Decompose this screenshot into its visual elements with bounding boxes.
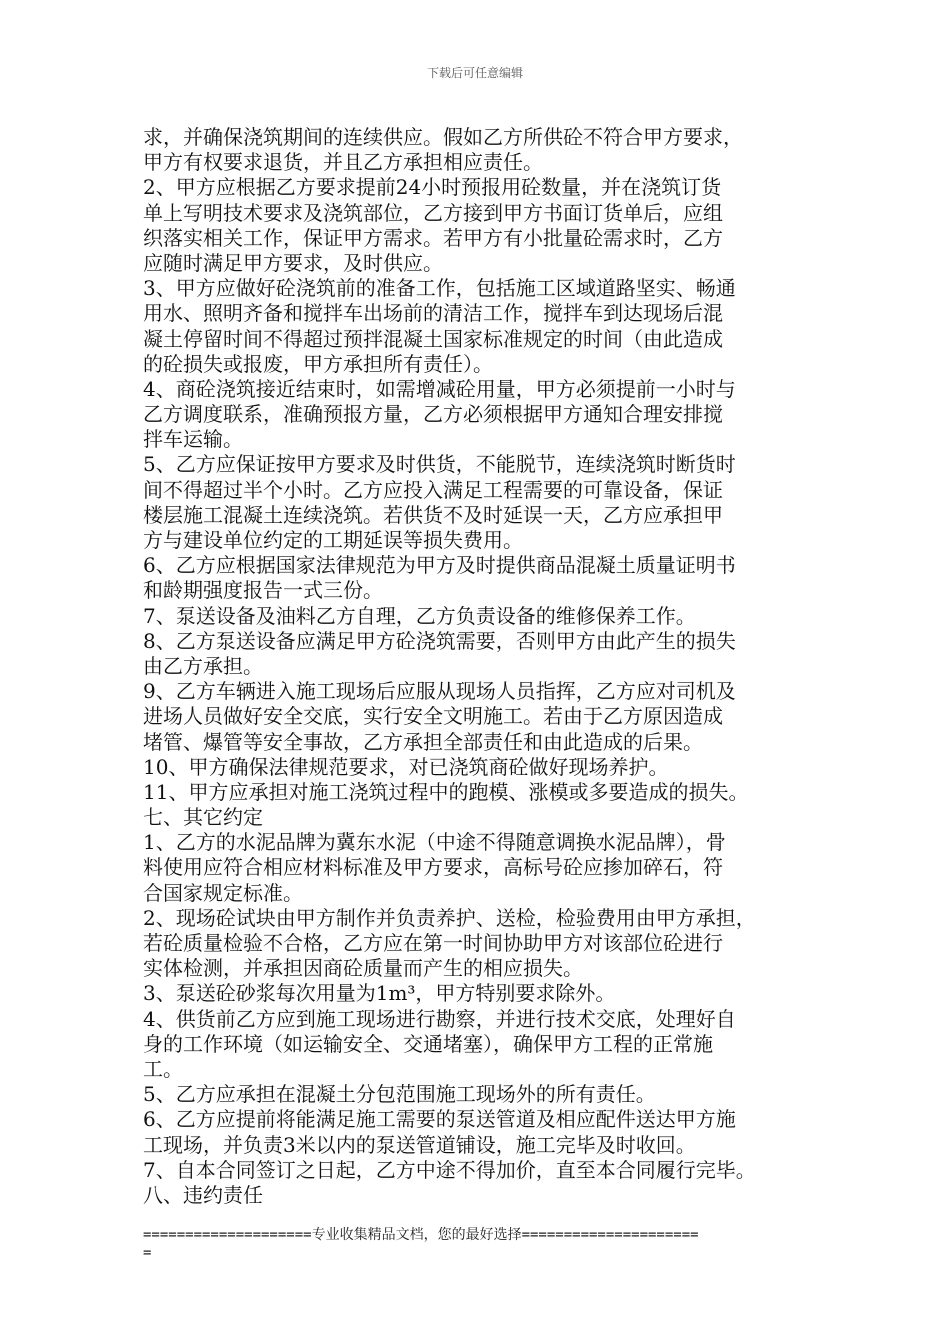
body-line: 间不得超过半个小时。乙方应投入满足工程需要的可靠设备，保证 [143, 477, 723, 502]
body-line: 7、泵送设备及油料乙方自理，乙方负责设备的维修保养工作。 [143, 603, 696, 628]
page-footer [143, 1226, 823, 1262]
body-line: 2、甲方应根据乙方要求提前24小时预报用砼数量，并在浇筑订货 [143, 175, 722, 200]
body-line: 拌车运输。 [143, 427, 243, 452]
body-line: 由乙方承担。 [143, 653, 263, 678]
body-line: 堵管、爆管等安全事故，乙方承担全部责任和由此造成的后果。 [143, 729, 703, 754]
body-line: 身的工作环境（如运输安全、交通堵塞），确保甲方工程的正常施 [143, 1031, 713, 1056]
body-line: 5、乙方应保证按甲方要求及时供货，不能脱节，连续浇筑时断货时 [143, 452, 736, 477]
body-line: 合国家规定标准。 [143, 880, 303, 905]
body-line: 实体检测，并承担因商砼质量而产生的相应损失。 [143, 956, 583, 981]
body-line: 10、甲方确保法律规范要求，对已浇筑商砼做好现场养护。 [143, 754, 669, 779]
document-body [143, 125, 823, 1208]
body-line: 8、乙方泵送设备应满足甲方砼浇筑需要，否则甲方由此产生的损失 [143, 628, 736, 653]
body-line: 七、其它约定 [143, 805, 263, 830]
body-line: 凝土停留时间不得超过预拌混凝土国家标准规定的时间（由此造成 [143, 326, 723, 351]
page-header: 下载后可任意编辑 [426, 66, 523, 80]
body-line: 的砼损失或报废，甲方承担所有责任）。 [143, 351, 493, 376]
body-line: 11、甲方应承担对施工浇筑过程中的跑模、涨模或多要造成的损失。 [143, 779, 749, 804]
body-line: 3、泵送砼砂浆每次用量为1m³，甲方特别要求除外。 [143, 981, 616, 1006]
body-line: 工。 [143, 1056, 183, 1081]
body-line: 3、甲方应做好砼浇筑前的准备工作，包括施工区域道路坚实、畅通 [143, 276, 736, 301]
body-line: 求，并确保浇筑期间的连续供应。假如乙方所供砼不符合甲方要求， [143, 125, 743, 149]
body-line: 9、乙方车辆进入施工现场后应服从现场人员指挥，乙方应对司机及 [143, 679, 736, 704]
body-line: 5、乙方应承担在混凝土分包范围施工现场外的所有责任。 [143, 1082, 656, 1107]
body-line: 单上写明技术要求及浇筑部位，乙方接到甲方书面订货单后，应组 [143, 200, 723, 225]
body-line: 4、商砼浇筑接近结束时，如需增减砼用量，甲方必须提前一小时与 [143, 376, 736, 401]
footer-divider-line: ====================专业收集精品文档，您的最好选择===================== [143, 1227, 699, 1243]
body-line: 4、供货前乙方应到施工现场进行勘察，并进行技术交底，处理好自 [143, 1006, 736, 1031]
body-line: 6、乙方应提前将能满足施工需要的泵送管道及相应配件送达甲方施 [143, 1107, 736, 1132]
body-line: 方与建设单位约定的工期延误等损失费用。 [143, 528, 523, 552]
body-line: 6、乙方应根据国家法律规范为甲方及时提供商品混凝土质量证明书 [143, 553, 736, 578]
body-line: 用水、照明齐备和搅拌车出场前的清洁工作，搅拌车到达现场后混 [143, 301, 723, 326]
body-line: 1、乙方的水泥品牌为冀东水泥（中途不得随意调换水泥品牌），骨 [143, 830, 726, 855]
body-line: 乙方调度联系，准确预报方量，乙方必须根据甲方通知合理安排搅 [143, 402, 723, 427]
body-line: 织落实相关工作，保证甲方需求。若甲方有小批量砼需求时，乙方 [143, 225, 723, 250]
footer-divider-tail: = [143, 1245, 152, 1261]
body-line: 甲方有权要求退货，并且乙方承担相应责任。 [143, 150, 543, 175]
body-line: 2、现场砼试块由甲方制作并负责养护、送检，检验费用由甲方承担， [143, 905, 756, 930]
body-line: 若砼质量检验不合格，乙方应在第一时间协助甲方对该部位砼进行 [143, 931, 723, 955]
body-line: 料使用应符合相应材料标准及甲方要求，高标号砼应掺加碎石，符 [143, 855, 723, 880]
body-line: 和龄期强度报告一式三份。 [143, 578, 383, 603]
body-line: 楼层施工混凝土连续浇筑。若供货不及时延误一天，乙方应承担甲 [143, 502, 723, 527]
body-line: 工现场，并负责3米以内的泵送管道铺设，施工完毕及时收回。 [143, 1132, 696, 1157]
body-line: 进场人员做好安全交底，实行安全文明施工。若由于乙方原因造成 [143, 704, 723, 729]
body-line: 7、自本合同签订之日起，乙方中途不得加价，直至本合同履行完毕。 [143, 1157, 756, 1182]
body-line: 应随时满足甲方要求，及时供应。 [143, 250, 443, 275]
body-line: 八、违约责任 [143, 1182, 263, 1207]
